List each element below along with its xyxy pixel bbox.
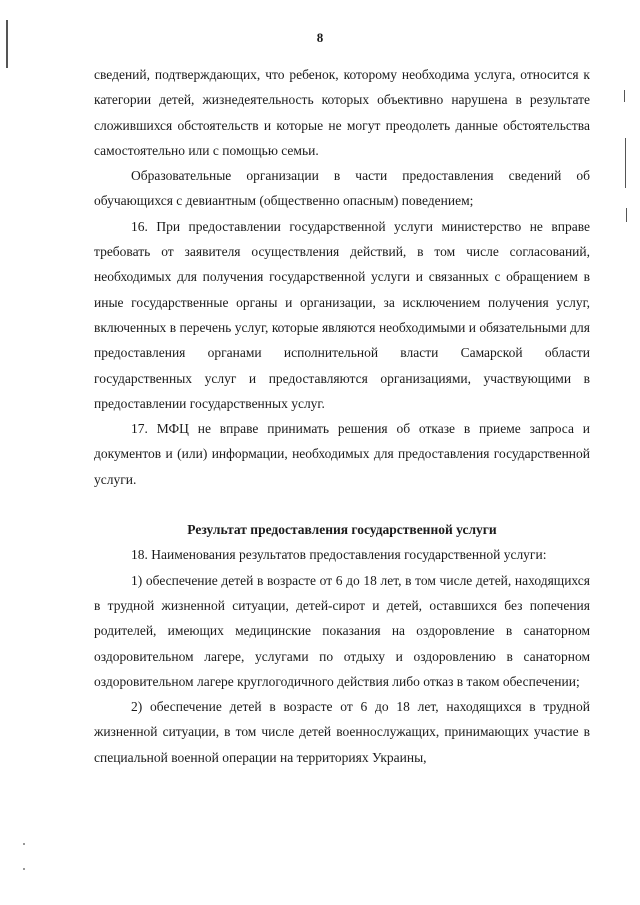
page-number: 8 xyxy=(316,30,324,45)
paragraph-educational-orgs: Образовательные организации в части предоставления сведений об обучающихся с девиантным (общественно опасным) поведением; xyxy=(94,168,590,209)
list-item-2: 2) обеспечение детей в возрасте от 6 до 18 лет, находящихся в трудной жизненной ситуации, в том числе детей военнослужащих, принимающих участие в специальной военной операции на территориях Украины, xyxy=(94,699,590,765)
list-item-1: 1) обеспечение детей в возрасте от 6 до 18 лет, в том числе детей, находящихся в трудной жизненной ситуации, детей-сирот и детей, оставшихся без попечения родителей, имеющих медицинские показания на оздоровление в санаторном оздоровительном лагере, услугами по отдыху и оздоровлению в санаторном оздоровительном лагере круглогодичного действия либо отказ в таком обеспечении; xyxy=(94,572,590,689)
scan-dot-1 xyxy=(23,843,25,845)
scan-edge-mark-right-1 xyxy=(624,90,625,102)
paragraph-16: 16. При предоставлении государственной услуги министерство не вправе требовать от заявителя осуществления действий, в том числе согласований, необходимых для получения государственной услуги и связанных с обращением в иные государственные органы и организации, за исключением получения услуг, включенных в перечень услуг, которые являются необходимыми и обязательными для предоставления органами исполнительной власти Самарской области государственных услуг и предоставляются организациями, участвующими в предоставлении государственных услуг. xyxy=(94,218,590,411)
document-body xyxy=(94,62,590,770)
scan-dot-2 xyxy=(23,868,25,870)
scan-edge-mark-right-2 xyxy=(625,138,626,188)
scan-edge-mark-right-3 xyxy=(626,208,627,222)
paragraph-17: 17. МФЦ не вправе принимать решения об отказе в приеме запроса и документов и (или) информации, необходимых для предоставления государственной услуги. xyxy=(94,421,590,487)
paragraph-18: 18. Наименования результатов предоставления государственной услуги: xyxy=(131,547,547,563)
section-heading: Результат предоставления государственной услуги xyxy=(187,522,497,538)
paragraph-continuation: сведений, подтверждающих, что ребенок, которому необходима услуга, относится к категории детей, жизнедеятельность которых объективно нарушена в результате сложившихся обстоятельств и которые не могут преодолеть данные обстоятельства самостоятельно или с помощью семьи. xyxy=(94,67,590,158)
